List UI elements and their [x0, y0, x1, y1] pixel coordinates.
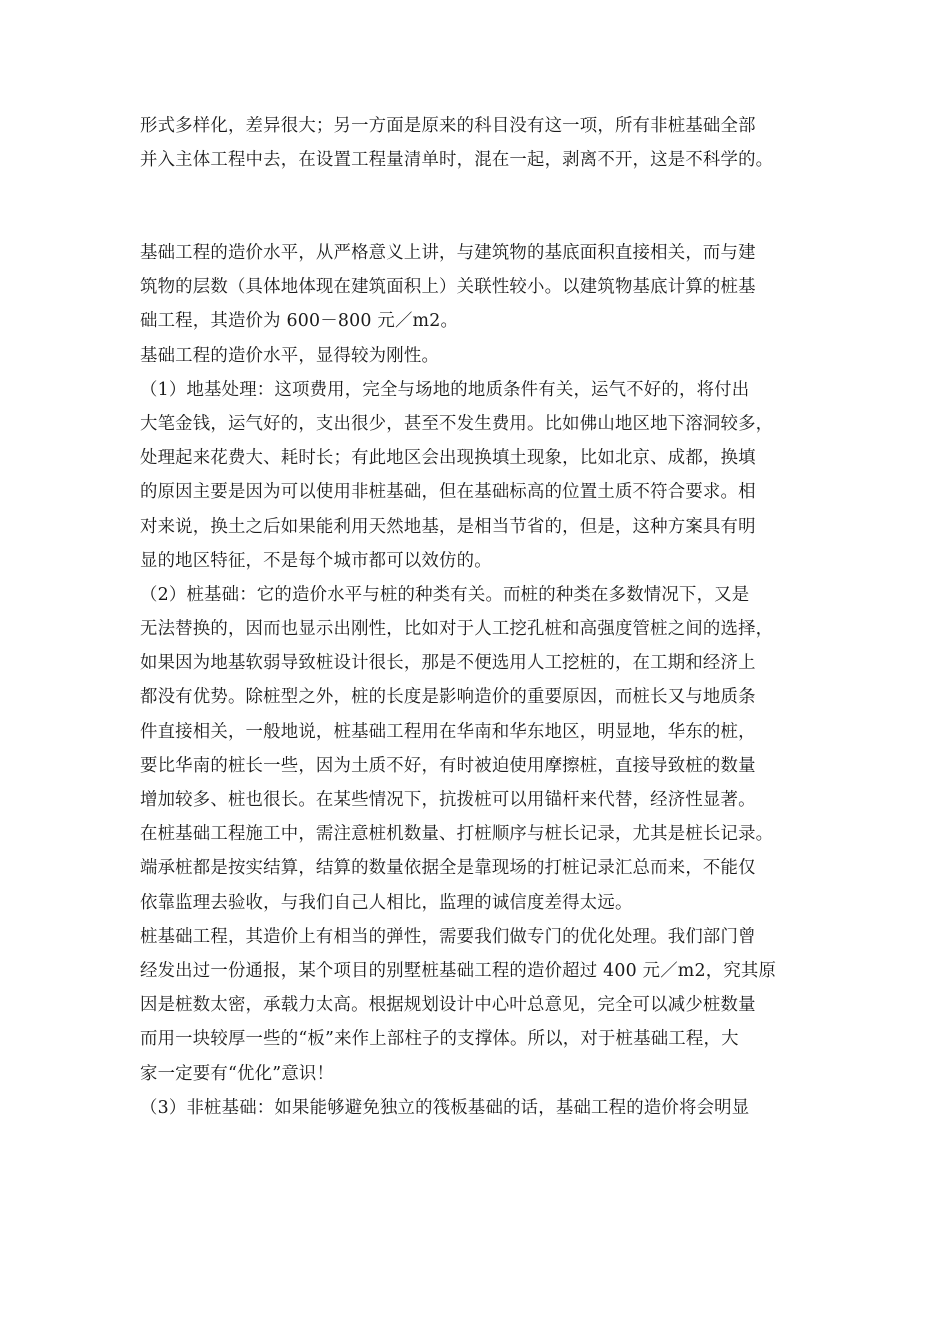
- text-line: 端承桩都是按实结算，结算的数量依据全是靠现场的打桩记录汇总而来，不能仅: [140, 858, 756, 879]
- text-line: 无法替换的，因而也显示出刚性，比如对于人工挖孔桩和高强度管桩之间的选择，: [140, 619, 774, 640]
- text-line: （1）地基处理：这项费用，完全与场地的地质条件有关，运气不好的，将付出: [140, 379, 750, 400]
- text-line: 处理起来花费大、耗时长；有此地区会出现换填土现象，比如北京、成都，换填: [140, 448, 756, 469]
- text-line: 对来说，换土之后如果能利用天然地基，是相当节省的，但是，这种方案具有明: [140, 516, 756, 537]
- text-line: 并入主体工程中去，在设置工程量清单时，混在一起，剥离不开，这是不科学的。: [140, 150, 774, 171]
- text-line: 经发出过一份通报，某个项目的别墅桩基础工程的造价超过 400 元／m2，究其原: [140, 960, 777, 981]
- text-line: 而用一块较厚一些的“板”来作上部柱子的支撑体。所以，对于桩基础工程，大: [140, 1029, 739, 1050]
- text-line: （3）非桩基础：如果能够避免独立的筏板基础的话，基础工程的造价将会明显: [140, 1097, 750, 1118]
- text-line: 在桩基础工程施工中，需注意桩机数量、打桩顺序与桩长记录，尤其是桩长记录。: [140, 824, 774, 845]
- text-line: 基础工程的造价水平，显得较为刚性。: [140, 345, 440, 366]
- text-line: 要比华南的桩长一些，因为土质不好，有时被迫使用摩擦桩，直接导致桩的数量: [140, 755, 756, 776]
- paragraph-section-2: [140, 236, 812, 1125]
- text-line: 件直接相关，一般地说，桩基础工程用在华南和华东地区，明显地，华东的桩，: [140, 721, 756, 742]
- text-line: 增加较多、桩也很长。在某些情况下，抗拨桩可以用锚杆来代替，经济性显著。: [140, 790, 756, 810]
- text-line: 家一定要有“优化”意识！: [140, 1063, 335, 1084]
- text-line: （2）桩基础：它的造价水平与桩的种类有关。而桩的种类在多数情况下，又是: [140, 584, 750, 605]
- text-line: 因是桩数太密，承载力太高。根据规划设计中心叶总意见，完全可以减少桩数量: [140, 995, 756, 1016]
- text-line: 依靠监理去验收，与我们自己人相比，监理的诚信度差得太远。: [140, 892, 633, 913]
- text-line: 基础工程的造价水平，从严格意义上讲，与建筑物的基底面积直接相关，而与建: [140, 243, 756, 263]
- text-line: 形式多样化，差异很大；另一方面是原来的科目没有这一项，所有非桩基础全部: [140, 116, 756, 136]
- text-line: 桩基础工程，其造价上有相当的弹性，需要我们做专门的优化处理。我们部门曾: [140, 926, 756, 947]
- paragraph-section-1: [140, 109, 812, 177]
- text-line: 都没有优势。除桩型之外，桩的长度是影响造价的重要原因，而桩长又与地质条: [140, 687, 756, 708]
- text-line: 础工程，其造价为 600－800 元／m2。: [140, 311, 459, 332]
- text-line: 显的地区特征，不是每个城市都可以效仿的。: [140, 550, 492, 571]
- text-line: 大笔金钱，运气好的，支出很少，甚至不发生费用。比如佛山地区地下溶洞较多，: [140, 413, 774, 434]
- text-line: 如果因为地基软弱导致桩设计很长，那是不便选用人工挖桩的，在工期和经济上: [140, 653, 756, 674]
- text-line: 的原因主要是因为可以使用非桩基础，但在基础标高的位置土质不符合要求。相: [140, 482, 756, 503]
- text-line: 筑物的层数（具体地体现在建筑面积上）关联性较小。以建筑物基底计算的桩基: [140, 277, 756, 298]
